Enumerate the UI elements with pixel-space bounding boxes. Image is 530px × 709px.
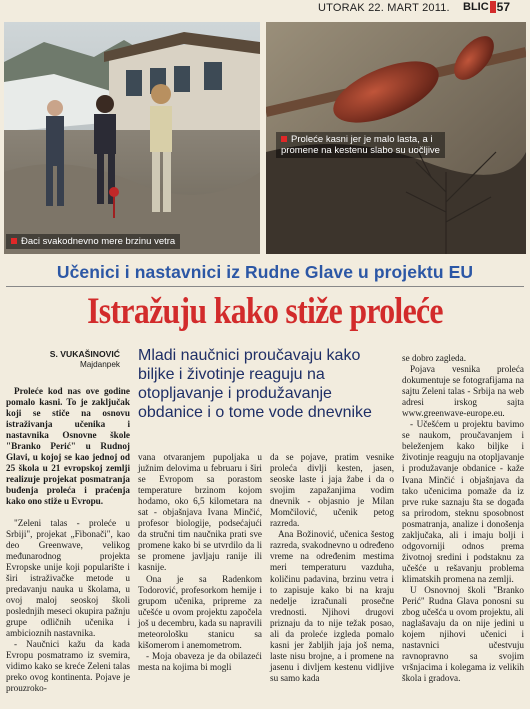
photo-students-measuring-wind (4, 22, 260, 254)
paragraph: Ona je sa Radenkom Todorović, profesorkom hemije i grupom učenika, pripreme za učešće u ovom projektu započela još u decembru, kada su napravili meteorološku stanicu sa kišomerom i anemometrom. (138, 573, 262, 650)
brand-name: BLIC (463, 1, 489, 13)
paragraph: da se pojave, pratim vesnike proleća divlji kesten, jasen, seoske laste i jaja žabe i da o svojim zapažanjima vodim dnevnik - objasnio je Milan Momčilović, učenik petog razreda. (270, 452, 394, 529)
paragraph: Pojava vesnika proleća dokumentuje se fotografijama na sajtu Zeleni talas - Srbija na web adresi irskog sajta www.greenwave-europe.eu. (402, 364, 524, 419)
article-column-1 (6, 386, 130, 694)
paragraph: - Naučnici kažu da kada Evropu posmatramo iz svemira, vidimo kako se kreće Zeleni talas preko ovog kontinenta. Pojave je prouzroko- (6, 639, 130, 694)
page-number: 57 (496, 0, 511, 14)
paragraph: Ana Božinović, učenica šestog razreda, svakodnevno u određeno vreme na određenim mestima meri temperaturu vazduha, količinu padavina, brzinu vetra i to zapisuje kako bi na kraju nedelje izračunali prosečne vrednosti. Njihovi drugovi priznaju da to nije težak posao, ali da proleće izgleda pomalo kasni jer žabljih jaja još nema, laste nisu brojne, a i promene na jasenu i divljem kestenu vidljive su samo kada (270, 529, 394, 683)
paragraph: - Učešćem u projektu bavimo se naukom, proučavanjem i beleženjem kako biljke i životinje reaguju na otopljavanje i produžavanje obdanice - kaže Ivana Minčić i objašnjava da tako učenicima pomaže da iz prve ruke saznaju šta se događa sa prirodom, steknu sposobnost posmatranja, analize i donošenja zaključaka, ali i imaju bolji i odgovorniji odnos prema životnoj sredini i podstaknu za učešće u rešavanju problema klimatskih promena na zemlji. (402, 419, 524, 584)
caption-marker-icon (281, 136, 287, 142)
article-lead: Proleće kod nas ove godine pomalo kasni. To je zaključak koji se stiče na osnovu istraživanja učenika i nastavnika Osnovne škole "Branko Perić" u Rudnoj Glavi, u kojoj se kao jednoj od 25 škola u 21 evropskoj zemlji realizuje projekat posmatranja buđenja proleća i praćenja kako ono stiže u Evropu. (6, 386, 130, 507)
article-column-4 (402, 353, 524, 684)
paragraph: se dobro zagleda. (402, 353, 467, 363)
newspaper-brand (463, 0, 510, 14)
divider-rule (6, 286, 524, 287)
article-column-2 (138, 452, 262, 673)
paragraph: - Moja obaveza je da obilazeći mesta na kojima bi mogli (138, 650, 262, 672)
article-headline: Istražuju kako stiže proleće (87, 291, 443, 332)
article-column-3 (270, 452, 394, 684)
byline (36, 349, 120, 369)
paragraph: U Osnovnoj školi "Branko Perić" Rudna Glava ponosni su zbog učešća u ovom projektu, ali naglašavaju da on nije jedini u kojem njihovi učenici i nastavnici učestvuju ravnopravno sa svojim vršnjacima i kolegama iz velikih škola i gradova. (402, 584, 524, 684)
caption-marker-icon (11, 238, 17, 244)
article-deck: Mladi naučnici proučavaju kako biljke i životinje reaguju na otopljavanje i produžavanje obdanice i o tome vode dnevnike (138, 347, 372, 421)
issue-date: UTORAK 22. MART 2011. (318, 2, 450, 14)
paragraph: "Zeleni talas - proleće u Srbiji", projekat „Fibonači", kao deo Greenwave, velikog međunarodnog projekta Evropske unije koji popularište i širi istraživačke metode u predavanju nauka u školama, u ovoj maloj seoskoj školi poslednjih meseci okupira pažnju grupe odličnih učenika i ambicioznih nastavnika. (6, 517, 130, 638)
brand-red-mark (490, 1, 496, 13)
paragraph: vana otvaranjem pupoljaka u južnim delovima u februaru i širi se Evropom sa porastom temperature brzinom kojom hodamo, oko 6,5 kilometara na sat - objašnjava Ivana Minčić, profesor biologije, podsećajući da stručni tim naučnika prati sve promene kako bi se utvrdilo da li se promene javljaju ranije ili kasnije. (138, 452, 262, 573)
section-kicker: Učenici i nastavnici iz Rudne Glave u projektu EU (56, 262, 474, 282)
byline-author: S. VUKAŠINOVIĆ (49, 349, 120, 359)
photo-caption-students: Đaci svakodnevno mere brzinu vetra (6, 234, 180, 249)
byline-location: Majdanpek (79, 360, 120, 369)
photo-chestnut-bud (266, 22, 526, 254)
photo-caption-chestnut: Proleće kasni jer je malo lasta, a i promene na kestenu slabo su uočljive (276, 132, 445, 158)
photo-students-illustration (4, 22, 260, 254)
